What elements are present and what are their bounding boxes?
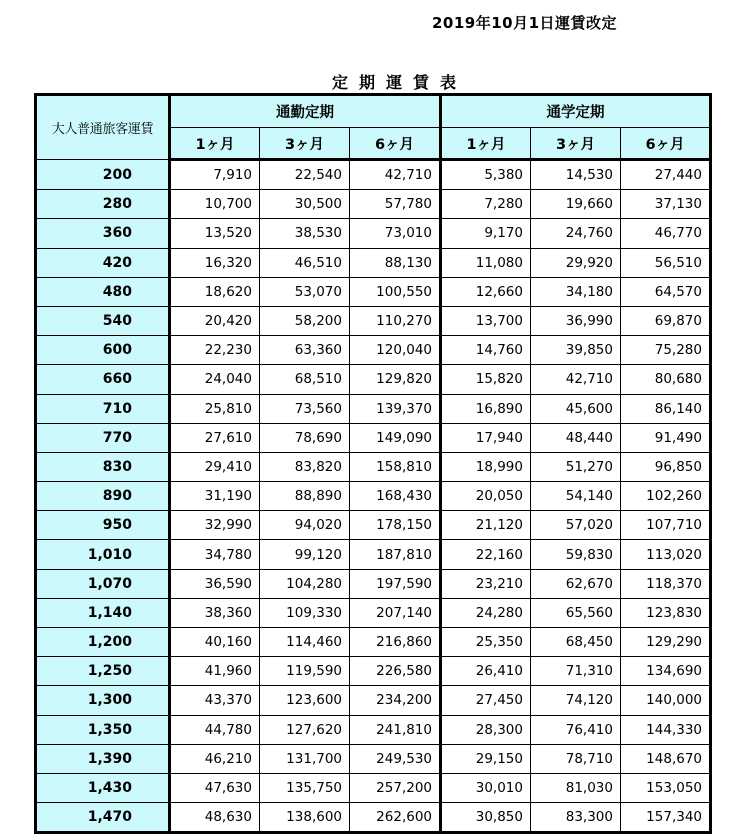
adult-fare-cell: 1,010 [36, 540, 170, 569]
student-6-month-cell: 157,340 [621, 803, 711, 833]
commute-3-month-cell: 94,020 [260, 511, 350, 540]
student-6-month-cell: 27,440 [621, 160, 711, 190]
student-6-month-cell: 37,130 [621, 190, 711, 219]
table-row [36, 657, 711, 686]
commute-3-month-cell: 127,620 [260, 715, 350, 744]
student-3-month-cell: 24,760 [531, 219, 621, 248]
table-row [36, 336, 711, 365]
commute-1-month-cell: 36,590 [170, 569, 260, 598]
table-row [36, 306, 711, 335]
student-1-month-cell: 13,700 [441, 306, 531, 335]
student-3-month-cell: 81,030 [531, 773, 621, 802]
student-1-month-cell: 9,170 [441, 219, 531, 248]
student-6-month-cell: 118,370 [621, 569, 711, 598]
adult-fare-cell: 1,470 [36, 803, 170, 833]
commute-1-month-cell: 38,360 [170, 598, 260, 627]
commute-3-month-cell: 38,530 [260, 219, 350, 248]
commute-1-month-cell: 41,960 [170, 657, 260, 686]
commute-6-month-cell: 257,200 [350, 773, 441, 802]
student-6-month-cell: 56,510 [621, 248, 711, 277]
table-row [36, 394, 711, 423]
table-row [36, 248, 711, 277]
commute-3-month-cell: 68,510 [260, 365, 350, 394]
student-3-month-cell: 19,660 [531, 190, 621, 219]
student-1-month-cell: 23,210 [441, 569, 531, 598]
table-row [36, 452, 711, 481]
adult-fare-cell: 950 [36, 511, 170, 540]
commute-3-month-cell: 63,360 [260, 336, 350, 365]
student-1-month-cell: 25,350 [441, 628, 531, 657]
commute-1-month-cell: 40,160 [170, 628, 260, 657]
student-3-month-cell: 42,710 [531, 365, 621, 394]
commute-3-month-cell: 88,890 [260, 482, 350, 511]
commute-3-month-cell: 22,540 [260, 160, 350, 190]
commute-3-month-cell: 131,700 [260, 744, 350, 773]
commute-6-month-cell: 207,140 [350, 598, 441, 627]
commute-3-month-cell: 30,500 [260, 190, 350, 219]
adult-fare-cell: 890 [36, 482, 170, 511]
adult-fare-cell: 1,350 [36, 715, 170, 744]
commute-1-month-cell: 31,190 [170, 482, 260, 511]
table-row [36, 219, 711, 248]
adult-fare-cell: 360 [36, 219, 170, 248]
student-1-month-cell: 26,410 [441, 657, 531, 686]
commute-6-month-cell: 57,780 [350, 190, 441, 219]
commute-6-month-cell: 168,430 [350, 482, 441, 511]
student-3-month-cell: 54,140 [531, 482, 621, 511]
student-6-month-header: 6ヶ月 [621, 128, 711, 160]
student-6-month-cell: 75,280 [621, 336, 711, 365]
student-3-month-cell: 71,310 [531, 657, 621, 686]
adult-fare-cell: 200 [36, 160, 170, 190]
table-row [36, 744, 711, 773]
student-6-month-cell: 144,330 [621, 715, 711, 744]
commute-1-month-cell: 47,630 [170, 773, 260, 802]
table-row [36, 686, 711, 715]
commute-6-month-cell: 139,370 [350, 394, 441, 423]
commute-3-month-cell: 46,510 [260, 248, 350, 277]
commute-6-month-cell: 129,820 [350, 365, 441, 394]
commute-6-month-cell: 88,130 [350, 248, 441, 277]
table-row [36, 482, 711, 511]
commute-1-month-cell: 20,420 [170, 306, 260, 335]
commute-3-month-cell: 99,120 [260, 540, 350, 569]
adult-fare-cell: 770 [36, 423, 170, 452]
commute-6-month-cell: 241,810 [350, 715, 441, 744]
student-6-month-cell: 46,770 [621, 219, 711, 248]
commute-1-month-cell: 10,700 [170, 190, 260, 219]
table-title: 定期運賃表 [332, 73, 468, 92]
commute-6-month-cell: 42,710 [350, 160, 441, 190]
student-3-month-cell: 48,440 [531, 423, 621, 452]
student-6-month-cell: 134,690 [621, 657, 711, 686]
commute-3-month-cell: 104,280 [260, 569, 350, 598]
commute-1-month-cell: 48,630 [170, 803, 260, 833]
student-1-month-cell: 15,820 [441, 365, 531, 394]
commute-6-month-cell: 120,040 [350, 336, 441, 365]
student-3-month-cell: 29,920 [531, 248, 621, 277]
adult-fare-cell: 830 [36, 452, 170, 481]
student-6-month-cell: 140,000 [621, 686, 711, 715]
student-3-month-cell: 62,670 [531, 569, 621, 598]
student-1-month-cell: 16,890 [441, 394, 531, 423]
commute-6-month-cell: 262,600 [350, 803, 441, 833]
commute-3-month-cell: 109,330 [260, 598, 350, 627]
student-1-month-cell: 24,280 [441, 598, 531, 627]
student-3-month-cell: 51,270 [531, 452, 621, 481]
commute-1-month-cell: 7,910 [170, 160, 260, 190]
commute-1-month-cell: 18,620 [170, 277, 260, 306]
student-1-month-cell: 11,080 [441, 248, 531, 277]
student-1-month-cell: 29,150 [441, 744, 531, 773]
commute-1-month-cell: 24,040 [170, 365, 260, 394]
commute-3-month-cell: 114,460 [260, 628, 350, 657]
student-1-month-cell: 22,160 [441, 540, 531, 569]
student-1-month-cell: 20,050 [441, 482, 531, 511]
student-6-month-cell: 123,830 [621, 598, 711, 627]
student-3-month-cell: 83,300 [531, 803, 621, 833]
adult-fare-cell: 1,070 [36, 569, 170, 598]
commute-1-month-cell: 43,370 [170, 686, 260, 715]
student-3-month-cell: 36,990 [531, 306, 621, 335]
commute-6-month-cell: 110,270 [350, 306, 441, 335]
commute-6-month-cell: 249,530 [350, 744, 441, 773]
commute-6-month-cell: 234,200 [350, 686, 441, 715]
student-3-month-cell: 68,450 [531, 628, 621, 657]
table-row [36, 365, 711, 394]
commute-1-month-cell: 29,410 [170, 452, 260, 481]
commute-6-month-cell: 187,810 [350, 540, 441, 569]
commute-6-month-cell: 216,860 [350, 628, 441, 657]
student-6-month-cell: 69,870 [621, 306, 711, 335]
table-row [36, 715, 711, 744]
student-1-month-cell: 30,850 [441, 803, 531, 833]
adult-fare-cell: 600 [36, 336, 170, 365]
commute-3-month-cell: 119,590 [260, 657, 350, 686]
adult-fare-header: 大人普通旅客運賃 [36, 95, 170, 160]
commute-6-month-cell: 197,590 [350, 569, 441, 598]
commute-6-month-cell: 73,010 [350, 219, 441, 248]
table-row [36, 569, 711, 598]
table-row [36, 628, 711, 657]
commute-1-month-cell: 27,610 [170, 423, 260, 452]
student-1-month-cell: 28,300 [441, 715, 531, 744]
student-6-month-cell: 129,290 [621, 628, 711, 657]
student-3-month-cell: 34,180 [531, 277, 621, 306]
table-row [36, 423, 711, 452]
commute-1-month-cell: 22,230 [170, 336, 260, 365]
student-3-month-cell: 57,020 [531, 511, 621, 540]
student-6-month-cell: 86,140 [621, 394, 711, 423]
student-1-month-cell: 7,280 [441, 190, 531, 219]
commute-3-month-cell: 83,820 [260, 452, 350, 481]
commute-3-month-cell: 58,200 [260, 306, 350, 335]
commute-1-month-cell: 32,990 [170, 511, 260, 540]
student-3-month-header: 3ヶ月 [531, 128, 621, 160]
student-6-month-cell: 96,850 [621, 452, 711, 481]
fare-revision-date: 2019年10月1日運賃改定 [432, 14, 618, 32]
table-row [36, 277, 711, 306]
student-6-month-cell: 102,260 [621, 482, 711, 511]
student-3-month-cell: 59,830 [531, 540, 621, 569]
commute-1-month-cell: 13,520 [170, 219, 260, 248]
commute-6-month-cell: 149,090 [350, 423, 441, 452]
adult-fare-cell: 1,140 [36, 598, 170, 627]
table-row [36, 540, 711, 569]
student-3-month-cell: 14,530 [531, 160, 621, 190]
commute-6-month-cell: 178,150 [350, 511, 441, 540]
commute-3-month-cell: 78,690 [260, 423, 350, 452]
adult-fare-cell: 1,300 [36, 686, 170, 715]
student-3-month-cell: 76,410 [531, 715, 621, 744]
commute-6-month-cell: 226,580 [350, 657, 441, 686]
commute-3-month-cell: 53,070 [260, 277, 350, 306]
adult-fare-cell: 1,200 [36, 628, 170, 657]
commute-pass-header: 通勤定期 [170, 95, 441, 128]
student-1-month-cell: 30,010 [441, 773, 531, 802]
table-row [36, 511, 711, 540]
student-6-month-cell: 148,670 [621, 744, 711, 773]
adult-fare-cell: 1,390 [36, 744, 170, 773]
student-1-month-cell: 12,660 [441, 277, 531, 306]
commute-3-month-cell: 135,750 [260, 773, 350, 802]
student-6-month-cell: 107,710 [621, 511, 711, 540]
student-3-month-cell: 65,560 [531, 598, 621, 627]
adult-fare-cell: 420 [36, 248, 170, 277]
student-pass-header: 通学定期 [441, 95, 711, 128]
student-1-month-cell: 21,120 [441, 511, 531, 540]
student-1-month-cell: 5,380 [441, 160, 531, 190]
commute-3-month-header: 3ヶ月 [260, 128, 350, 160]
student-6-month-cell: 153,050 [621, 773, 711, 802]
student-3-month-cell: 74,120 [531, 686, 621, 715]
student-3-month-cell: 78,710 [531, 744, 621, 773]
commute-1-month-cell: 44,780 [170, 715, 260, 744]
commute-3-month-cell: 123,600 [260, 686, 350, 715]
student-1-month-cell: 14,760 [441, 336, 531, 365]
adult-fare-cell: 710 [36, 394, 170, 423]
student-1-month-cell: 27,450 [441, 686, 531, 715]
commuter-pass-fare-table [34, 93, 712, 834]
adult-fare-cell: 1,250 [36, 657, 170, 686]
table-row [36, 598, 711, 627]
student-3-month-cell: 45,600 [531, 394, 621, 423]
commute-6-month-cell: 158,810 [350, 452, 441, 481]
adult-fare-cell: 540 [36, 306, 170, 335]
student-1-month-header: 1ヶ月 [441, 128, 531, 160]
commute-1-month-cell: 16,320 [170, 248, 260, 277]
commute-1-month-header: 1ヶ月 [170, 128, 260, 160]
adult-fare-cell: 280 [36, 190, 170, 219]
student-6-month-cell: 91,490 [621, 423, 711, 452]
adult-fare-cell: 1,430 [36, 773, 170, 802]
commute-1-month-cell: 25,810 [170, 394, 260, 423]
commute-3-month-cell: 73,560 [260, 394, 350, 423]
table-row [36, 803, 711, 833]
table-row [36, 190, 711, 219]
student-6-month-cell: 64,570 [621, 277, 711, 306]
commute-1-month-cell: 46,210 [170, 744, 260, 773]
table-row [36, 773, 711, 802]
student-1-month-cell: 17,940 [441, 423, 531, 452]
table-row [36, 160, 711, 190]
adult-fare-cell: 660 [36, 365, 170, 394]
commute-6-month-header: 6ヶ月 [350, 128, 441, 160]
adult-fare-cell: 480 [36, 277, 170, 306]
student-6-month-cell: 113,020 [621, 540, 711, 569]
student-3-month-cell: 39,850 [531, 336, 621, 365]
commute-3-month-cell: 138,600 [260, 803, 350, 833]
commute-1-month-cell: 34,780 [170, 540, 260, 569]
student-6-month-cell: 80,680 [621, 365, 711, 394]
commute-6-month-cell: 100,550 [350, 277, 441, 306]
student-1-month-cell: 18,990 [441, 452, 531, 481]
